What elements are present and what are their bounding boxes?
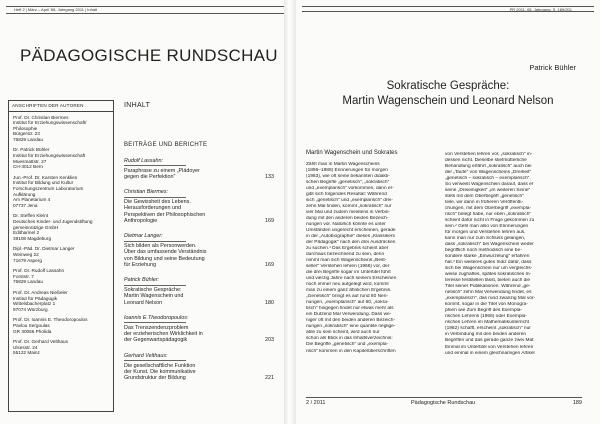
body-text-line: (1983), wie oft seine bekannten didakti- — [306, 174, 390, 180]
body-text-line: dessen nicht. Dieselbe stiefmütterliche — [445, 158, 527, 164]
article-title — [296, 79, 600, 109]
toc-title-line: der erzieherischen Wirklichkeit in — [124, 331, 203, 338]
toc-author: Rudolf Lassahn: — [124, 158, 163, 164]
toc-author: Patrick Bühler: — [124, 277, 160, 284]
toc-page-number: 180 — [265, 299, 274, 306]
author-address-line: 55122 Mainz — [13, 350, 40, 356]
body-text-line: hat.³ Ein weiteres gutes Indiz dafür, dass — [445, 260, 532, 266]
footer-journal: Pädagogische Rundschau — [411, 400, 476, 406]
author-address-line: 97074 Würzburg — [13, 306, 48, 312]
body-text-line: Behandlung erfährt „sokratisch" auch bei — [445, 164, 532, 170]
body-text-line: So verweist Wagenschein darauf, dass er — [445, 182, 534, 188]
body-text-line: seller" Verstehen lehren (1968) vor, der — [306, 264, 390, 270]
author-address — [9, 315, 113, 337]
authors-address-box — [8, 100, 114, 412]
footer-issue: 2 / 2011 — [306, 400, 326, 406]
toc-title-line: Anthropologie — [124, 218, 158, 225]
body-text-line: Umständen ungerecht erscheinen, gerade — [306, 228, 396, 234]
author-address-line: Bürgerstr. 23 — [13, 131, 40, 137]
section-heading: BEITRÄGE UND BERICHTE — [124, 142, 208, 148]
toc-title-line: Leonard Nelson — [124, 299, 163, 306]
body-text-line: noch immer neu aufgelegt wird, kommt — [306, 282, 389, 288]
body-text-line: man zu einem ganz ähnlichen Ergebnis. — [306, 288, 392, 294]
author-address — [9, 145, 113, 172]
toc-title-line: Sokratische Gespräche: — [124, 287, 182, 294]
left-running-header: Heft 2 | März – April '68, Jahrgang 2011 | Inhalt — [6, 6, 284, 14]
body-text-line: die drei Begriffe sogar im Untertitel führt — [306, 270, 391, 276]
body-text-line: Zählt man in Martin Wagenscheins — [306, 162, 380, 168]
body-text-line: Einmal im Untertitel von Verstehen lehren — [445, 344, 534, 350]
body-text-line: nungen „sokratisch" eine quantité néglige- — [306, 324, 396, 330]
body-text-line: chungen, mit dem Oberbegriff „exempla- — [445, 206, 532, 212]
toc-page-number: 169 — [265, 262, 274, 269]
body-text-line: (1962) schafft, erscheint „sokratisch" nur — [445, 326, 531, 332]
body-text-line: weise zughaftes, spätes sokratisches In- — [445, 272, 532, 278]
author-address-line: GR 30056 Pholida — [13, 328, 52, 334]
author-address-line: gemeinnützige GmbH — [13, 224, 59, 230]
author-name: Prof. Dr. Rudolf Lassahn — [13, 268, 65, 274]
author-address-line: Muesmattstr. 27 — [13, 158, 47, 164]
body-text-line: „Genetisch" bringt es auf rund 80 Nen- — [306, 294, 388, 300]
toc-entry — [124, 353, 274, 382]
right-running-header: PR 2011, 65. Jahrgang, S. 189/201 — [302, 6, 594, 12]
author-name: Jun.-Prof. Dr. Karsten Kenklies — [13, 174, 78, 180]
body-text-line: sondere starke „Einwurzelung" erfahren — [445, 254, 530, 260]
author-address-line: Institut für Bildung und Kultur — [13, 180, 74, 186]
body-text-line: stets mit dem Oberbegriff „genetisch" — [445, 194, 524, 200]
toc-divider — [124, 197, 186, 198]
author-address-line: 39108 Magdeburg — [13, 235, 52, 241]
body-text-line: Begriffen und das gerade ganze zwei Mal: — [445, 338, 535, 344]
authors-list — [9, 112, 113, 358]
author-address-line: Philosophie — [13, 125, 38, 131]
author-address — [9, 287, 113, 314]
toc-divider — [124, 285, 186, 286]
author-address-line: Weinweg 22 — [13, 251, 39, 257]
author-name: Prof. Dr. Christian Biermes — [13, 114, 69, 120]
toc-entry — [124, 189, 274, 224]
body-text-line: teresse feststellen lässt, bieten auch die — [445, 278, 531, 284]
toc-entry — [124, 277, 274, 306]
inhalt-label: INHALT — [124, 102, 151, 109]
body-text-line: in der „Autobiographie" dieses „Klassikers — [306, 234, 395, 240]
author-name: Dipl.-Päd. Dr. Dietmar Langer — [13, 246, 75, 252]
toc-page-number: 133 — [265, 174, 274, 181]
toc-page-number: 221 — [265, 375, 274, 382]
body-text-line: in Verbindung mit den beiden anderen — [445, 332, 527, 338]
body-text-line: phien wie Zum Begriff des Exempla- — [445, 308, 522, 314]
toc-divider — [124, 165, 186, 166]
toc-divider — [124, 241, 186, 242]
body-text-line: sich „genetisch" und „exemplarisch" drei- — [306, 198, 393, 204]
toc-entry — [124, 315, 274, 344]
author-address-line: 71679 Asperg — [13, 257, 42, 263]
body-text-line: Titel seiner Publikationen. Während „ge- — [445, 284, 531, 290]
body-text-line: und vierzig Jahre nach seinem Erscheinen — [306, 276, 397, 282]
body-text-line: begrifflich noch methodisch eine be- — [445, 248, 522, 254]
author-name: Dr. Steffen Kleint — [13, 213, 49, 219]
toc-title-line: Paraphrase zu einem „Plädoyer — [124, 167, 200, 174]
right-page — [296, 0, 600, 424]
body-text-line: able zu sein scheint, wird auch nur — [306, 330, 380, 336]
toc-author: Christian Biermes: — [124, 189, 169, 196]
body-text-line: kommt, sogar in die Titel von Monogra- — [445, 302, 528, 308]
body-text-line: schon als Blick in das Inhaltsverzeichnis: — [306, 336, 393, 342]
authors-heading: ANSCHRIFTEN DER AUTOREN — [9, 101, 113, 112]
author-name: Prof. Dr. Gerhard Velthaus — [13, 339, 68, 345]
body-text-line: der Pädagogik" nach den drei Ausdrücken — [306, 240, 396, 246]
toc-title-line: für Erziehung — [124, 262, 157, 269]
author-address — [9, 337, 113, 359]
author-address-line: Institut für Erziehungswissenschaft — [13, 153, 86, 159]
body-text-line: nungen vor. Natürlich könnte es unter — [306, 222, 386, 228]
toc-title-line: Perspektiven der Philosophischen — [124, 211, 206, 218]
toc-divider — [124, 360, 186, 361]
toc-page-number: 169 — [265, 218, 274, 225]
author-address-line: 07737 Jena — [13, 202, 38, 208]
author-address — [9, 266, 113, 288]
text-column-right — [445, 152, 572, 357]
body-text-line: „exemplarisch", das rund zwanzig Mal vor- — [445, 296, 536, 302]
author-address — [9, 211, 113, 244]
author-name: Prof. Dr. Andreas Nießeler — [13, 289, 68, 295]
author-address-line: CH-3012 Bern — [13, 164, 43, 170]
author-name: Prof. Dr. Ioannis E. Theodoropoulos — [13, 317, 88, 323]
body-text-line: der „Taufe" von Wagenscheins „Dreiheit" — [445, 170, 532, 176]
article-subheading: Martin Wagenschein und Sokrates — [306, 150, 398, 156]
table-of-contents — [124, 158, 274, 390]
body-text-line: vier Mal und zudem meistens in Verbin- — [306, 210, 390, 216]
body-text-line: und „exemplarisch" vorkommen, dann er- — [306, 186, 394, 192]
article-author: Patrick Bühler — [529, 63, 576, 72]
body-text-line: für morgen und Verstehen lehren aus, — [445, 230, 526, 236]
author-address-line: Am Planetarium 4 — [13, 197, 51, 203]
body-text-line: tisch" hingegen findet nur etwas mehr als — [306, 306, 394, 312]
toc-title-line: Über das umfassende Verständnis — [124, 249, 207, 256]
body-text-line: von Verstehen lehren vor, „sokratisch" in- — [445, 152, 533, 157]
toc-title-line: Martin Wagenschein und — [124, 293, 184, 300]
body-text-line: nungen, „exemplarisch" auf 60, „sokra- — [306, 300, 389, 306]
body-text-line: netisch" zehn Mal Verwendung findet, es — [445, 290, 532, 296]
text-column-left — [306, 151, 433, 355]
body-text-line: niger oft mit den beiden anderen Bezeich- — [306, 318, 396, 324]
body-text-line: ein Dutzend Mal Verwendung. Dass we- — [306, 312, 392, 318]
toc-title-line: der Gegenwartspädagogik — [124, 337, 188, 344]
author-address — [9, 244, 113, 266]
body-text-line: seine „Dreieinigkeit" „im weiteren Sinne" — [445, 188, 531, 194]
body-text-line: scheint dafür nicht in Frage gekommen zu — [445, 218, 535, 224]
body-text-line: schen Begriffe „genetisch", „sokratisch" — [306, 180, 390, 186]
toc-author: Ioannis E.Theodoropoulos: — [124, 315, 189, 322]
toc-divider — [124, 322, 186, 323]
body-text-line: risch" belegt habe, nur eben „sokratisch" — [445, 212, 532, 218]
author-address-line: Forststr. 7 — [13, 273, 34, 279]
author-address-line: Aufklärung — [13, 191, 36, 197]
body-text-line: kann man nur zum Schluss gelangen, — [445, 236, 526, 242]
author-address-line: 76829 Landau — [13, 279, 43, 285]
body-text-line: „genetisch – sokratisch – exemplarisch". — [445, 176, 531, 182]
body-text-line: Die Begriffe „genetisch" und „exempla- — [306, 342, 389, 348]
toc-title-line: Herausforderungen und — [124, 205, 181, 212]
body-text-line: sich bei Wagenschein nur um vergleichs- — [445, 266, 533, 272]
toc-title-line: der Kunst. Die kommunikative — [124, 368, 196, 375]
author-address — [9, 172, 113, 211]
author-address-line: Forschungszentrum Laboratorium — [13, 186, 84, 192]
body-text-line: dung mit den anderen beiden Bezeich- — [306, 216, 389, 222]
toc-title-line: Die Gewissheit des Lebens. — [124, 199, 191, 206]
toc-entry — [124, 158, 274, 180]
left-page — [0, 0, 284, 424]
article-title-line: Martin Wagenschein und Leonard Nelson — [342, 95, 554, 107]
toc-title-line: von Bildung und seine Bedeutung — [124, 255, 205, 262]
author-name: Dr. Patrick Bühler — [13, 147, 50, 153]
toc-title-line: Grundstruktur der Bildung — [124, 375, 186, 382]
author-address-line: Wittelsbacherplatz 1 — [13, 301, 56, 307]
body-text-line: gibt sich folgendes Resultat: Während — [306, 192, 387, 198]
author-address-line: Institut für Pädagogik — [13, 295, 58, 301]
body-text-line: dass „sokratisch" bei Wagenschein weder — [445, 242, 534, 248]
body-text-line: zu suchen.¹ Das Ergebnis scheint aber — [306, 246, 389, 252]
author-address-line: Deutsches Kinder- und Jugendstiftung — [13, 219, 93, 224]
author-address-line: Ulsesstr. 24 — [13, 344, 38, 350]
body-text-line: risch" kommen in den Kapitelüberschriften — [306, 348, 396, 354]
body-text-line: rischen Lehrens (1956) oder Exempla- — [445, 314, 527, 320]
book-gutter — [284, 0, 296, 424]
body-text-line: teile, wir dann in früheren Veröffentli- — [445, 200, 524, 206]
body-text-line: risches Lehren im Mathematikunterricht — [445, 320, 529, 326]
body-text-line: durchaus bezeichnend zu sein, denn — [306, 252, 385, 258]
author-address-line: 76829 Landau — [13, 136, 43, 142]
toc-title-line: gegen die Perfektion" — [124, 174, 176, 181]
body-text-line: nimmt man sich Wagenscheins „Best- — [306, 258, 387, 264]
article-title-line: Sokratische Gespräche: — [386, 80, 510, 92]
author-address-line: Editharinel 2 — [13, 230, 40, 236]
body-text-line: zehn Mal finden, kommt „sokratisch" nur — [306, 204, 392, 210]
footer-page-number: 189 — [572, 400, 582, 406]
toc-author: Dietmar Langer: — [124, 233, 163, 240]
toc-title-line: Sich bilden als Personwerden. — [124, 243, 197, 250]
toc-title-line: Das Trenszendenzproblem — [124, 324, 189, 331]
author-address-line: Institut für Erziehungswissenschaft/ — [13, 120, 87, 126]
toc-page-number: 203 — [265, 337, 274, 344]
body-text-line: sein.² Gehl man also von Erinnerungen — [445, 224, 529, 230]
toc-title-line: Die gesellschaftliche Funktion — [124, 362, 196, 369]
toc-entry — [124, 233, 274, 268]
journal-title: PÄDAGOGISCHE RUNDSCHAU — [20, 46, 278, 65]
body-text-line: (1896–1988) Erinnerungen für morgen — [306, 168, 388, 174]
body-text-line: und einmal in einem gleichnamigen Artikel — [445, 350, 535, 356]
author-address-line: Pavlou Sergoulas — [13, 322, 50, 328]
toc-author: Gerhard Velthaus: — [124, 352, 168, 359]
page-footer — [306, 397, 582, 406]
author-address — [9, 112, 113, 145]
